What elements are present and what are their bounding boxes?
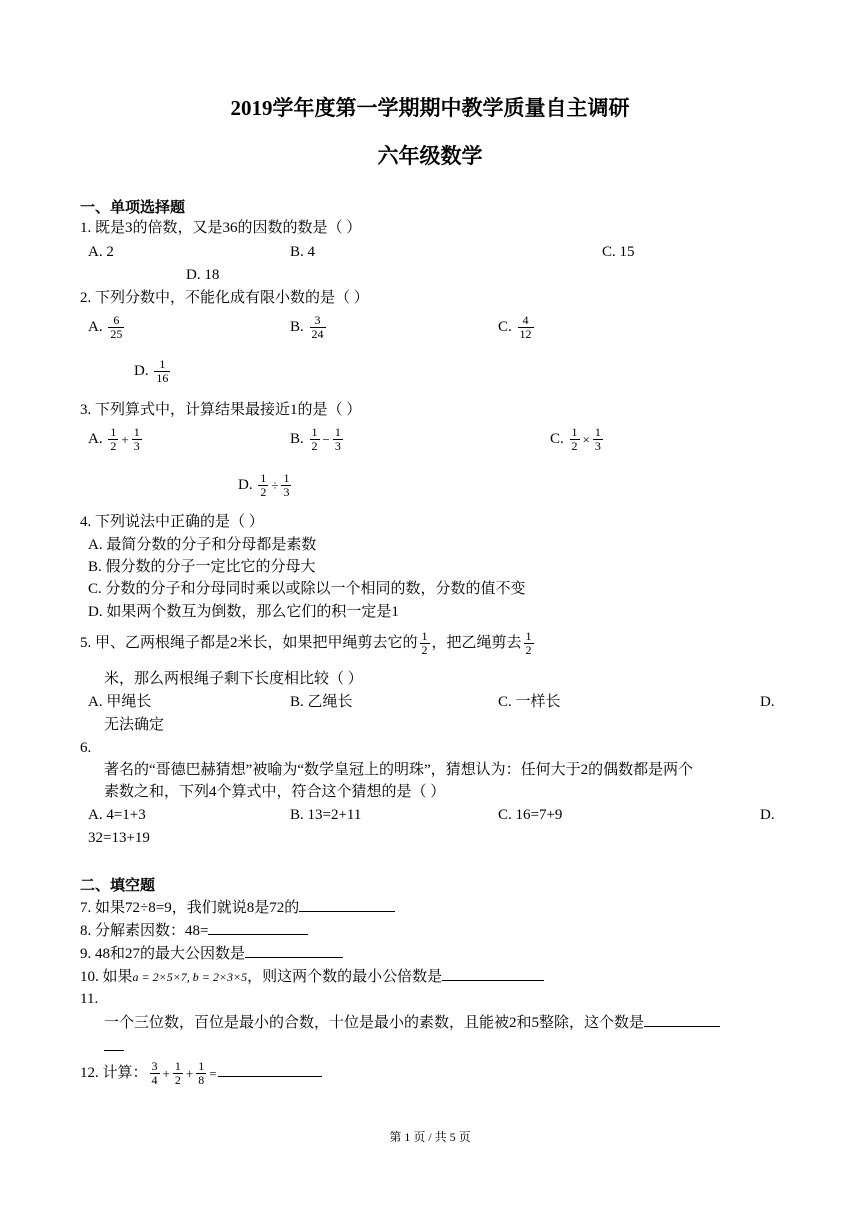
answer-blank[interactable] [208,920,308,935]
question-8: 8. 分解素因数：48= [80,920,308,941]
question-6-option-d-text: 32=13+19 [88,830,150,846]
answer-blank[interactable] [245,943,343,958]
answer-blank[interactable] [442,966,544,981]
section-heading-fill: 二、填空题 [80,878,156,894]
answer-blank-continued[interactable] [104,1036,124,1056]
math-expression: a = 2×5×7, b = 2×3×5 [132,970,248,984]
question-5-option-c: C. 一样长 [498,694,561,710]
question-2-option-b: B. $\frac{3}{24}$ [290,313,324,341]
question-5-stem: 5. 甲、乙两根绳子都是2米长，如果把甲绳剪去它的 $\frac{1}{2}$ ，把乙绳剪去 $\frac{1}{2}$ [80,629,532,657]
question-3-option-c: C. $\frac{1}{2}$ × $\frac{1}{3}$ [550,425,601,453]
question-3-stem: 3. 下列算式中，计算结果最接近1的是（ ） [80,402,362,418]
question-4-stem: 4. 下列说法中正确的是（ ） [80,514,264,530]
question-1-option-b: B. 4 [290,244,316,260]
answer-blank[interactable] [218,1062,322,1077]
question-5-option-d: D. [760,694,775,710]
question-5-option-b: B. 乙绳长 [290,694,353,710]
question-2-stem: 2. 下列分数中，不能化成有限小数的是（ ） [80,290,369,306]
question-2-option-d: D. $\frac{1}{16}$ [134,357,169,385]
question-10: 10. 如果a = 2×5×7, b = 2×3×5，则这两个数的最小公倍数是 [80,966,544,987]
question-7: 7. 如果72÷8=9，我们就说8是72的 [80,897,395,918]
question-6-option-b: B. 13=2+11 [290,807,362,823]
question-4-option-b: B. 假分数的分子一定比它的分母大 [88,559,316,575]
page-footer: 第 1 页 / 共 5 页 [389,1130,471,1144]
question-5-stem-line2: 米，那么两根绳子剩下长度相比较（ ） [104,671,363,687]
question-5-option-a: A. 甲绳长 [88,694,152,710]
page-title: 2019学年度第一学期期中教学质量自主调研 [230,96,630,120]
question-3-option-b: B. $\frac{1}{2}$ − $\frac{1}{3}$ [290,425,341,453]
question-6-line1: 著名的“哥德巴赫猜想”被喻为“数学皇冠上的明珠”，猜想认为：任何大于2的偶数都是两个 [104,762,694,778]
question-6-option-a: A. 4=1+3 [88,807,146,823]
answer-blank[interactable] [299,897,395,912]
question-6-number: 6. [80,740,92,756]
question-9: 9. 48和27的最大公因数是 [80,943,343,964]
question-2-option-c: C. $\frac{4}{12}$ [498,313,532,341]
question-6-option-c: C. 16=7+9 [498,807,563,823]
section-heading-choice: 一、单项选择题 [80,200,186,216]
question-1-option-c: C. 15 [602,244,635,260]
question-6-option-d: D. [760,807,775,823]
question-3-option-a: A. $\frac{1}{2}$ + $\frac{1}{3}$ [88,425,140,453]
question-4-option-c: C. 分数的分子和分母同时乘以或除以一个相同的数，分数的值不变 [88,581,526,597]
question-1-option-d: D. 18 [186,267,220,283]
question-5-option-d-text: 无法确定 [104,717,165,733]
question-4-option-d: D. 如果两个数互为倒数，那么它们的积一定是1 [88,604,399,620]
question-6-line2: 素数之和，下列4个算式中，符合这个猜想的是（ ） [104,784,446,800]
question-1-option-a: A. 2 [88,244,114,260]
question-11-text: 一个三位数，百位是最小的合数，十位是最小的素数，且能被2和5整除，这个数是 [104,1012,720,1033]
page-subtitle: 六年级数学 [377,144,483,168]
question-3-option-d: D. $\frac{1}{2}$ ÷ $\frac{1}{3}$ [238,471,290,499]
answer-blank[interactable] [644,1012,720,1027]
question-12: 12. 计算： $\frac{3}{4}$ + $\frac{1}{2}$ + $\frac{1}{8}$ = [80,1060,322,1087]
question-11-number: 11. [80,991,99,1007]
question-2-option-a: A. $\frac{6}{25}$ [88,313,123,341]
question-4-option-a: A. 最简分数的分子和分母都是素数 [88,537,317,553]
question-1-stem: 1. 既是3的倍数，又是36的因数的数是（ ） [80,220,362,236]
